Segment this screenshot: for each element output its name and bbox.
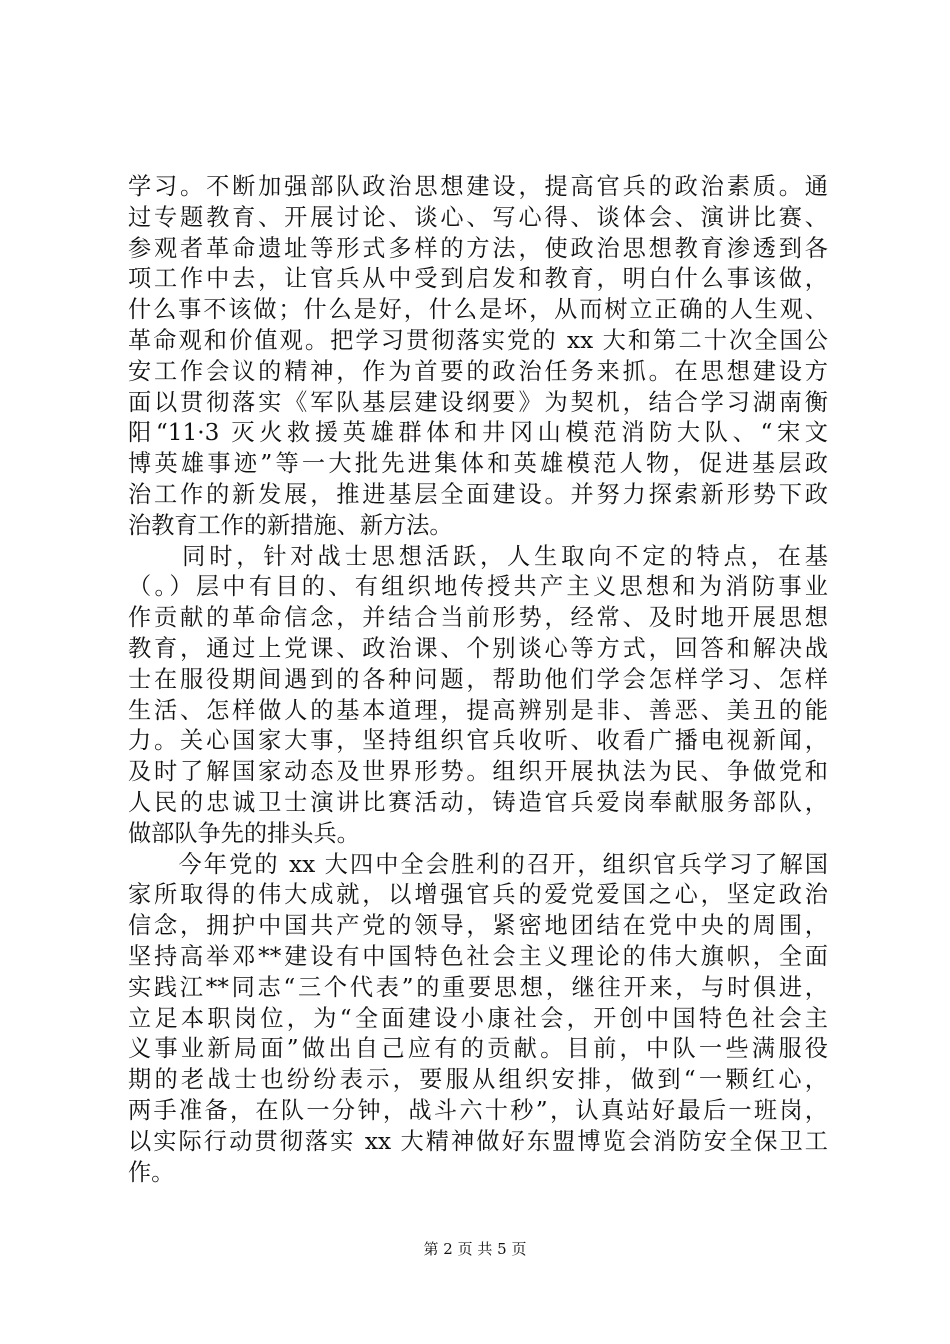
paragraph-1	[128, 172, 828, 542]
text-line: 治工作的新发展，推进基层全面建设。并努力探索新形势下政	[128, 480, 828, 508]
text-line: （。）层中有目的、有组织地传授共产主义思想和为消防事业	[128, 573, 828, 601]
text-line: 家所取得的伟大成就，以增强官兵的爱党爱国之心，坚定政治	[128, 881, 828, 909]
text-line: 及时了解国家动态及世界形势。组织开展执法为民、争做党和	[128, 758, 828, 786]
text-line: 治教育工作的新措施、新方法。	[128, 511, 453, 539]
text-line: 同时，针对战士思想活跃，人生取向不定的特点，在基	[128, 542, 828, 570]
text-line: 力。关心国家大事，坚持组织官兵收听、收看广播电视新闻，	[128, 727, 828, 755]
text-line: 实践江**同志“三个代表”的重要思想，继往开来，与时俱进，	[128, 973, 828, 1001]
paragraph-2	[128, 542, 828, 850]
text-line: 以实际行动贯彻落实 xx 大精神做好东盟博览会消防安全保卫工	[128, 1127, 828, 1155]
text-line: 人民的忠诚卫士演讲比赛活动，铸造官兵爱岗奉献服务部队，	[128, 788, 828, 816]
text-line: 学习。不断加强部队政治思想建设，提高官兵的政治素质。通	[128, 173, 828, 200]
text-line: 作贡献的革命信念，并结合当前形势，经常、及时地开展思想	[128, 604, 828, 632]
text-line: 过专题教育、开展讨论、谈心、写心得、谈体会、演讲比赛、	[128, 203, 828, 231]
text-line: 做部队争先的排头兵。	[128, 819, 360, 847]
text-line: 教育，通过上党课、政治课、个别谈心等方式，回答和解决战	[128, 634, 828, 662]
paragraph-3	[128, 850, 828, 1189]
text-line: 什么事不该做；什么是好，什么是坏，从而树立正确的人生观、	[128, 296, 828, 324]
text-line: 安工作会议的精神，作为首要的政治任务来抓。在思想建设方	[128, 357, 828, 385]
text-line: 今年党的 xx 大四中全会胜利的召开，组织官兵学习了解国	[128, 850, 828, 878]
text-line: 两手准备，在队一分钟，战斗六十秒”，认真站好最后一班岗，	[128, 1096, 828, 1124]
text-line: 士在服役期间遇到的各种问题，帮助他们学会怎样学习、怎样	[128, 665, 828, 693]
text-line: 生活、怎样做人的基本道理，提高辨别是非、善恶、美丑的能	[128, 696, 828, 724]
document-body	[128, 172, 828, 1188]
text-line: 义事业新局面”做出自己应有的贡献。目前，中队一些满服役	[128, 1035, 828, 1063]
text-line: 期的老战士也纷纷表示，要服从组织安排，做到“一颗红心，	[128, 1066, 828, 1094]
page-number-footer: 第 2 页 共 5 页	[423, 1240, 527, 1258]
text-line: 参观者革命遗址等形式多样的方法，使政治思想教育渗透到各	[128, 234, 828, 262]
text-line: 信念，拥护中国共产党的领导，紧密地团结在党中央的周围，	[128, 912, 828, 940]
text-line: 面以贯彻落实《军队基层建设纲要》为契机，结合学习湖南衡	[128, 388, 828, 416]
text-line: 项工作中去，让官兵从中受到启发和教育，明白什么事该做，	[128, 265, 828, 293]
text-line: 作。	[128, 1158, 175, 1186]
text-line: 坚持高举邓**建设有中国特色社会主义理论的伟大旗帜，全面	[128, 942, 828, 970]
text-line: 立足本职岗位，为“全面建设小康社会，开创中国特色社会主	[128, 1004, 828, 1032]
text-line: 阳“11·3 灭火救援英雄群体和井冈山模范消防大队、“宋文	[128, 419, 828, 447]
text-line: 博英雄事迹”等一大批先进集体和英雄模范人物，促进基层政	[128, 450, 828, 478]
text-line: 革命观和价值观。把学习贯彻落实党的 xx 大和第二十次全国公	[128, 326, 828, 354]
